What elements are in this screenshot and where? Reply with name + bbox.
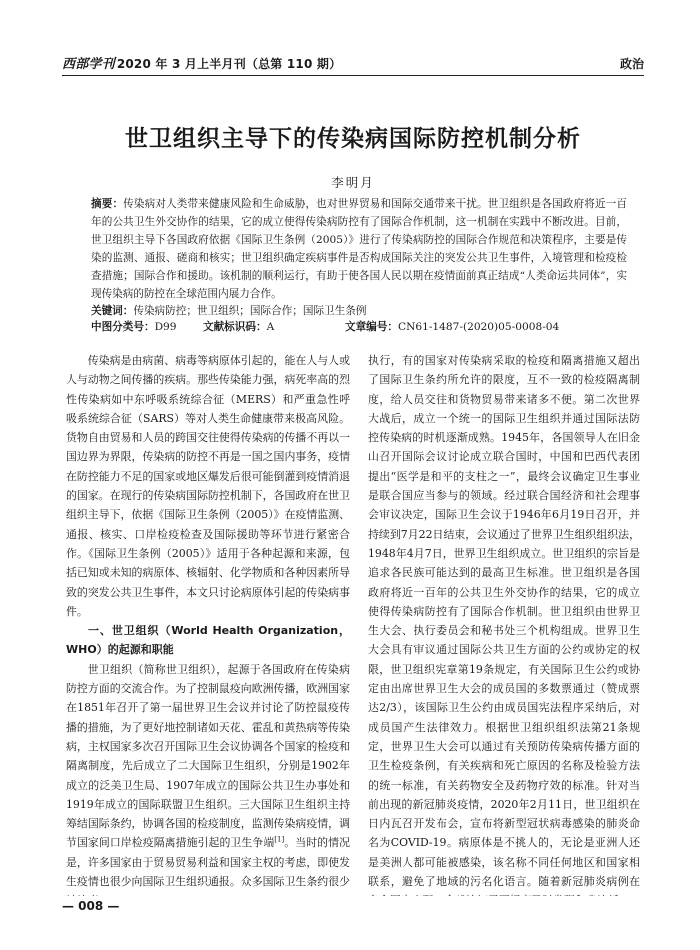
classification-row — [91, 319, 640, 335]
abstract-label: 摘要： — [91, 198, 124, 210]
author-name: 李明月 — [331, 175, 375, 190]
document-code — [203, 319, 345, 335]
reference-marker: [1] — [274, 835, 285, 844]
page-number: — 008 — — [62, 899, 120, 913]
section-label: 政治 — [619, 57, 644, 71]
intro-paragraph: 传染病是由病菌、病毒等病原体引起的，能在人与人或人与动物之间传播的疾病。那些传染能力强，病死率高的烈性传染病如中东呼吸系统综合征（MERS）和严重急性呼吸系统综合征（SARS）等对人类生命健康带来极高风险。货物自由贸易和人员的跨国交往使得传染病的传播不再以一国边界为界限，传染病的防控不再是一国之国内事务，疫情在防控能力不足的国家或地区爆发后很可能倒灌到疫情消退的国家。在现行的传染病国际防控机制下，各国政府在世卫组织主导下，依据《国际卫生条例（2005）》在疫情监测、通报、核实、口岸检疫检查及国际援助等环节进行紧密合作。《国际卫生条例（2005）》适用于各种起源和来源，包括已知或未知的病原体、核辐射、化学物质和各种因素所导致的突发公共卫生事件，本文只讨论病原体引起的传染病事件。 — [66, 354, 350, 618]
keywords — [91, 303, 627, 319]
body-paragraph — [66, 660, 350, 896]
clc-label: 中图分类号： — [91, 321, 155, 333]
abstract — [91, 195, 627, 303]
left-column — [66, 351, 350, 896]
journal-issue — [62, 53, 341, 72]
article-title: 世卫组织主导下的传染病国际防控机制分析 — [125, 126, 581, 152]
article-number — [345, 319, 559, 335]
keywords-label: 关键词： — [91, 305, 134, 317]
clc-value: D99 — [154, 321, 177, 333]
body-text-continued: 。当时的情况是，许多国家由于贸易贸易利益和国家主权的考虑，即使发生疫情也很少向国际卫生组织通报。众多国际卫生条约很少 — [66, 836, 350, 889]
keywords-text: 传染病防控；世卫组织；国际合作；国际卫生条例 — [133, 305, 367, 317]
article-label: 文章编号： — [345, 321, 398, 333]
right-column — [368, 351, 640, 896]
abstract-text: 传染病对人类带来健康风险和生命威胁，也对世界贸易和国际交通带来干扰。世卫组织是各国政府将近一百年的公共卫生外交协作的结果，它的成立使得传染病防控有了国际合作机制，这一机制在实践中不断改进。目前，世卫组织主导下各国政府依据《国际卫生条例（2005）》进行了传染病防控的国际合作规范和决策程序，主要是传染的监测、通报、磋商和核实；世卫组织确定疾病事件是否构成国际关注的突发公共卫生事件，入境管理和检疫检查措施；国际合作和援助。该机制的顺利运行，有助于使各国人民以期在疫情面前真正结成“人类命运共同体”，实现传染病的防控在全球范围内展力合作。 — [91, 198, 627, 300]
doc-label: 文献标识码： — [203, 321, 267, 333]
body-text: 世卫组织（简称世卫组织），起源于各国政府在传染病防控方面的交流合作。为了控制鼠疫向欧洲传播，欧洲国家在1851年召开了第一届世界卫生会议并讨论了防控鼠疫传播的措施，为了更好地控制诸如天花、霍乱和黄热病等传染病，主权国家多次召开国际卫生会议协调各个国家的检疫和隔离制度，先后成立了二大国际卫生组织，分别是1902年成立的泛美卫生局、1907年成立的国际公共卫生办事处和1919年成立的国际联盟卫生组织。三大国际卫生组织主持筹结国际条约，协调各国的检疫制度，监测传染病疫情，调节国家间口岸检疫隔离措施引起的卫生争端 — [66, 662, 350, 850]
running-header — [62, 50, 644, 76]
issue-info: 2020 年 3 月上半月刊（总第 110 期） — [116, 57, 342, 71]
continued-paragraph: 执行，有的国家对传染病采取的检疫和隔离措施又超出了国际卫生条约所允许的限度，互不一致的检疫隔离制度，给人员交往和货物贸易带来诸多不便。第二次世界大战后，成立一个统一的国际卫生组织并通过国际法防控传染病的时机逐渐成熟。1945年，各国领导人在旧金山召开国际会议讨论成立联合国时，中国和巴西代表团提出“医学是和平的支柱之一”，最终会议确定卫生事业是联合国应当参与的领域。经过联合国经济和社会理事会审议决定，国际卫生会议于1946年6月19日召开，并持续到7月22日结束，会议通过了世界卫生组织组织法，1948年4月7日，世界卫生组织成立。世卫组织的宗旨是追求各民族可能达到的最高卫生标准。世卫组织是各国政府将近一百年的公共卫生外交协作的结果，它的成立使得传染病防控有了国际合作机制。世卫组织由世界卫生大会、执行委员会和秘书处三个机构组成。世界卫生大会具有审议通过国际公共卫生方面的公约或协定的权限，世卫组织宪章第19条规定，有关国际卫生公约或协定由出席世界卫生大会的成员国的多数票通过（赞成票达2/3），该国际卫生公约由成员国宪法程序采纳后，对成员国产生法律效力。根据世卫组织组织法第21条规定，世界卫生大会可以通过有关预防传染病传播方面的卫生检疫条例，有关疾病和死亡原因的名称及检验方法的统一标准，有关药物安全及药物疗效的标准。针对当前出现的新冠肺炎疫情，2020年2月11日，世卫组织在日内瓦召开发布会，宣布将新型冠状病毒感染的肺炎命名为COVID-19。病原体是不挑人的，无论是亚洲人还是美洲人都可能被感染，该名称不同任何地区和国家相联系，避免了地域的污名化语言。随着新冠肺炎病例在 — [368, 354, 640, 889]
article-value: CN61-1487-(2020)05-0008-04 — [397, 321, 560, 333]
clc-number — [91, 319, 203, 335]
journal-name: 西部学刊 — [62, 57, 115, 72]
section-heading-1: 一、世卫组织（World Health Organization，WHO）的起源和职能 — [66, 624, 350, 657]
doc-value: A — [266, 321, 275, 333]
